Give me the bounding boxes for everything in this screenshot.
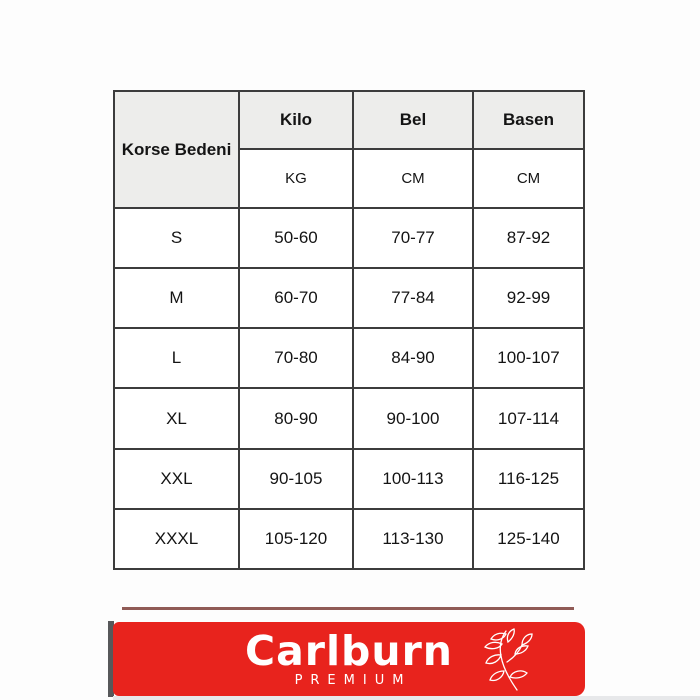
brand-banner [113, 622, 585, 696]
bottom-edge-strip [113, 696, 700, 700]
col-header-kilo: Kilo [239, 91, 353, 149]
basen-value: 87-92 [473, 208, 584, 268]
brand-tagline: PREMIUM [294, 672, 412, 688]
bel-value: 100-113 [353, 449, 473, 509]
banner-top-shadow-line [122, 607, 574, 610]
basen-value: 107-114 [473, 388, 584, 448]
table-row [114, 208, 584, 268]
kilo-value: 50-60 [239, 208, 353, 268]
kilo-value: 70-80 [239, 328, 353, 388]
kilo-value: 80-90 [239, 388, 353, 448]
size-label: XXL [114, 449, 239, 509]
col-header-basen: Basen [473, 91, 584, 149]
table-row [114, 268, 584, 328]
bel-value: 90-100 [353, 388, 473, 448]
kilo-value: 90-105 [239, 449, 353, 509]
kilo-value: 105-120 [239, 509, 353, 569]
bel-value: 77-84 [353, 268, 473, 328]
unit-kg: KG [239, 149, 353, 208]
table-row [114, 388, 584, 448]
bel-value: 84-90 [353, 328, 473, 388]
size-label: M [114, 268, 239, 328]
bel-value: 113-130 [353, 509, 473, 569]
kilo-value: 60-70 [239, 268, 353, 328]
size-label: S [114, 208, 239, 268]
table-row [114, 328, 584, 388]
branch-leaves-icon [477, 628, 535, 692]
size-label: L [114, 328, 239, 388]
size-label: XXXL [114, 509, 239, 569]
unit-cm-basen: CM [473, 149, 584, 208]
unit-cm-bel: CM [353, 149, 473, 208]
col-header-bel: Bel [353, 91, 473, 149]
basen-value: 116-125 [473, 449, 584, 509]
table-row [114, 449, 584, 509]
brand-name: Carlburn [245, 626, 453, 675]
basen-value: 100-107 [473, 328, 584, 388]
basen-value: 125-140 [473, 509, 584, 569]
table-row [114, 509, 584, 569]
size-label: XL [114, 388, 239, 448]
row-header-korse-bedeni: Korse Bedeni [114, 91, 239, 208]
bel-value: 70-77 [353, 208, 473, 268]
basen-value: 92-99 [473, 268, 584, 328]
size-chart-table [113, 90, 585, 570]
